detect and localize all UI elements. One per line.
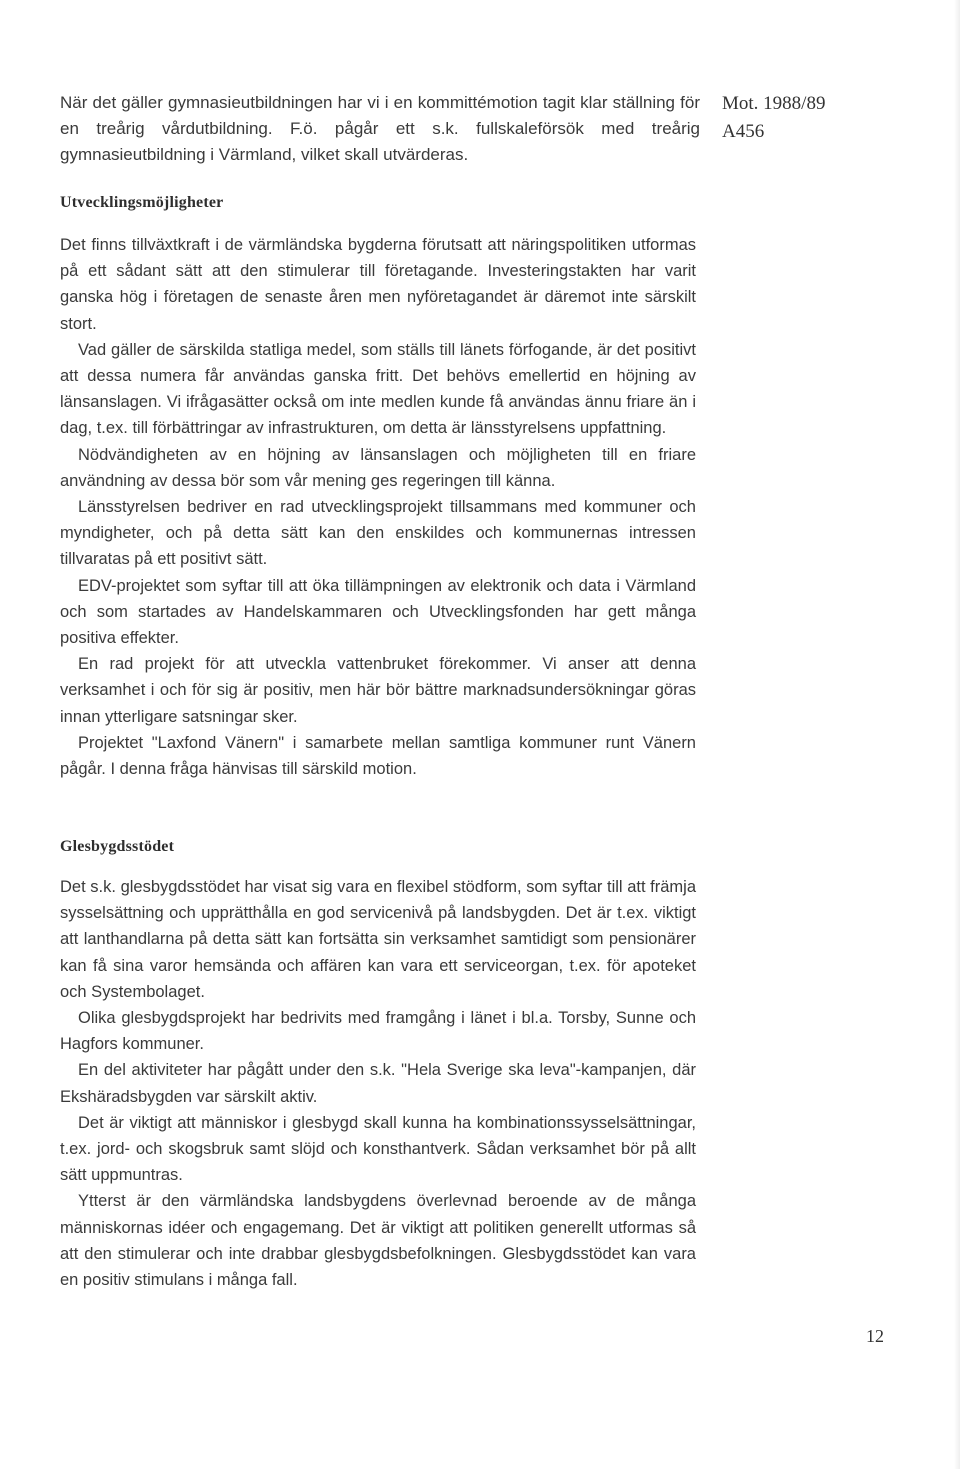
section-heading-utvecklingsmojligheter: Utvecklingsmöjligheter bbox=[60, 194, 224, 211]
paragraph: Ytterst är den värmländska landsbygdens överlevnad beroende av de många människornas idéer och engagemang. Det är viktigt att politiken generellt utformas så att den stimulerar och inte drabbar glesbygdsbefolkningen. Glesbygdsstödet kan vara en positiv stimulans i många fall. bbox=[60, 1192, 696, 1290]
paragraph: EDV-projektet som syftar till att öka tillämpningen av elektronik och data i Värmland och som startades av Handelskammaren och Utvecklingsfonden har gett många positiva effekter. bbox=[60, 576, 696, 648]
paragraph: En del aktiviteter har pågått under den s.k. "Hela Sverige ska leva"-kampanjen, där Ekshäradsbygden var särskilt aktiv. bbox=[60, 1061, 696, 1106]
paragraph: En rad projekt för att utveckla vattenbruket förekommer. Vi anser att denna verksamhet i och för sig är positiv, men här bör bättre marknadsundersökningar göras innan ytterligare satsningar sker. bbox=[60, 655, 696, 726]
paragraph: Projektet "Laxfond Vänern" i samarbete mellan samtliga kommuner runt Vänern pågår. I denna fråga hänvisas till särskild motion. bbox=[60, 733, 696, 779]
section-body-utvecklingsmojligheter bbox=[60, 232, 696, 782]
paragraph: Vad gäller de särskilda statliga medel, som ställs till länets förfogande, är det positivt att dessa numera får användas ganska fritt. Det behövs emellertid en höjning av länsanslagen. Vi ifrågasätter också om inte medlen kunde få användas ännu friare än i dag, t.ex. till förbättringar av infrastrukturen, om detta är länsstyrelsens uppfattning. bbox=[60, 340, 696, 438]
motion-number: Mot. 1988/89 bbox=[722, 93, 826, 114]
paragraph: Länsstyrelsen bedriver en rad utvecklingsprojekt tillsammans med kommuner och myndigheter, och på detta sätt kan den enskildes och kommunernas intressen tillvaratas på ett positivt sätt. bbox=[60, 498, 696, 569]
section-heading-glesbygdsstodet: Glesbygdsstödet bbox=[60, 838, 175, 855]
motion-reference bbox=[722, 90, 825, 146]
paragraph: Olika glesbygdsprojekt har bedrivits med framgång i länet i bl.a. Torsby, Sunne och Hagfors kommuner. bbox=[60, 1009, 696, 1054]
paragraph: Nödvändigheten av en höjning av länsanslagen och möjligheten till en friare användning av dessa bör som vår mening ges regeringen till känna. bbox=[60, 445, 696, 490]
paragraph: Det finns tillväxtkraft i de värmländska bygderna förutsatt att näringspolitiken utformas på ett sådant sätt att den stimulerar till företagande. Investeringstakten har varit ganska hög i företagen de senaste åren men nyföretagandet är däremot inte särskilt stort. bbox=[60, 236, 696, 333]
intro-paragraph: När det gäller gymnasieutbildningen har vi i en kommittémotion tagit klar ställning för en treårig vårdutbildning. F.ö. pågår ett s.k. fullskaleförsök med treårig gymnasieutbildning i Värmland, vilket skall utvärderas. bbox=[60, 93, 700, 164]
motion-code: A456 bbox=[722, 121, 765, 142]
paragraph: Det s.k. glesbygdsstödet har visat sig vara en flexibel stödform, som syftar till att främja sysselsättning och upprätthålla en god servicenivå på landsbygden. Det är t.ex. viktigt att lanthandlarna på detta sätt kan fortsätta sin verksamhet samtidigt som pensionärer kan få sina varor hemsända och affären kan vara ett serviceorgan, t.ex. för apoteket och Systembolaget. bbox=[60, 878, 696, 1001]
paragraph: Det är viktigt att människor i glesbygd skall kunna ha kombinationssysselsättningar, t.ex. jord- och skogsbruk samt slöjd och konsthantverk. Sådan verksamhet bör på allt sätt uppmuntras. bbox=[60, 1113, 696, 1185]
scan-edge-shadow bbox=[954, 0, 960, 1469]
page-number: 12 bbox=[866, 1326, 884, 1346]
section-body-glesbygdsstodet bbox=[60, 874, 696, 1293]
